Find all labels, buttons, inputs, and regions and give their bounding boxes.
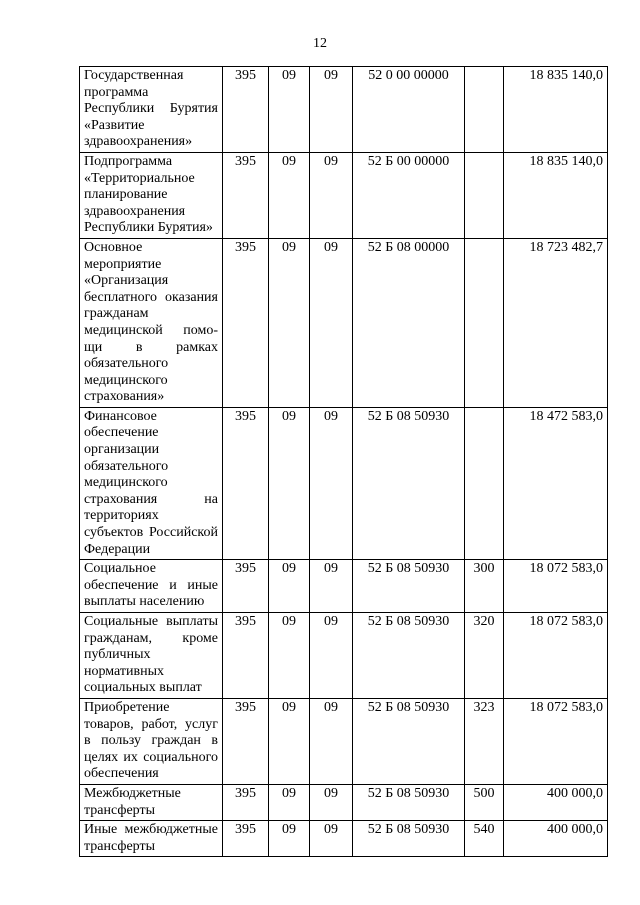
row-gr: 395: [223, 560, 269, 613]
row-csr: 52 Б 08 00000: [353, 238, 465, 407]
row-name: Социальные выплаты гражданам, кроме публичных нормативных социальных выплат: [80, 613, 223, 699]
row-csr: 52 Б 00 00000: [353, 152, 465, 238]
row-pr: 09: [310, 821, 353, 857]
row-csr: 52 Б 08 50930: [353, 821, 465, 857]
row-sum: 18 723 482,7: [504, 238, 608, 407]
row-name: Финансовое обеспечение организации обязательного медицинского страхования на территориях субъектов Российской Федерации: [80, 407, 223, 559]
row-sum: 400 000,0: [504, 821, 608, 857]
row-vr: 500: [465, 784, 504, 820]
row-name: Государственная программа Республики Бурятия «Развитие здравоохранения»: [80, 67, 223, 153]
row-csr: 52 0 00 00000: [353, 67, 465, 153]
row-sum: 400 000,0: [504, 784, 608, 820]
row-csr: 52 Б 08 50930: [353, 407, 465, 559]
row-name: Иные межбюджетные трансферты: [80, 821, 223, 857]
row-sum: 18 072 583,0: [504, 698, 608, 784]
row-vr: 540: [465, 821, 504, 857]
row-pr: 09: [310, 67, 353, 153]
row-rz: 09: [269, 560, 310, 613]
table-row: [80, 152, 608, 238]
row-rz: 09: [269, 238, 310, 407]
row-gr: 395: [223, 613, 269, 699]
row-rz: 09: [269, 67, 310, 153]
row-pr: 09: [310, 407, 353, 559]
row-vr: 320: [465, 613, 504, 699]
row-rz: 09: [269, 152, 310, 238]
row-pr: 09: [310, 784, 353, 820]
row-rz: 09: [269, 407, 310, 559]
row-csr: 52 Б 08 50930: [353, 698, 465, 784]
row-vr: [465, 238, 504, 407]
row-csr: 52 Б 08 50930: [353, 613, 465, 699]
row-csr: 52 Б 08 50930: [353, 784, 465, 820]
row-rz: 09: [269, 613, 310, 699]
row-vr: 323: [465, 698, 504, 784]
row-pr: 09: [310, 238, 353, 407]
row-name: Приобретение товаров, работ, услуг в пользу граждан в целях их социального обеспечения: [80, 698, 223, 784]
row-pr: 09: [310, 698, 353, 784]
row-name: Социальное обеспечение и иные выплаты населению: [80, 560, 223, 613]
row-rz: 09: [269, 821, 310, 857]
table-row: [80, 67, 608, 153]
row-vr: 300: [465, 560, 504, 613]
row-name: Подпрограмма «Территориальное планирование здравоохранения Республики Бурятия»: [80, 152, 223, 238]
row-gr: 395: [223, 821, 269, 857]
row-gr: 395: [223, 784, 269, 820]
row-vr: [465, 67, 504, 153]
row-pr: 09: [310, 560, 353, 613]
row-sum: 18 072 583,0: [504, 613, 608, 699]
row-vr: [465, 152, 504, 238]
row-gr: 395: [223, 238, 269, 407]
table-row: [80, 613, 608, 699]
row-sum: 18 072 583,0: [504, 560, 608, 613]
page-number: 12: [313, 36, 327, 51]
table-row: [80, 698, 608, 784]
row-name: Межбюджетные трансферты: [80, 784, 223, 820]
table-row: [80, 821, 608, 857]
row-gr: 395: [223, 152, 269, 238]
row-name: Основное мероприятие «Организация бесплатного оказания гражданам медицинской помо-щи в рамках обязательного медицинского страхования»: [80, 238, 223, 407]
row-rz: 09: [269, 698, 310, 784]
row-gr: 395: [223, 407, 269, 559]
budget-table: [79, 66, 608, 857]
row-vr: [465, 407, 504, 559]
table-row: [80, 238, 608, 407]
row-sum: 18 835 140,0: [504, 152, 608, 238]
row-pr: 09: [310, 613, 353, 699]
row-pr: 09: [310, 152, 353, 238]
row-csr: 52 Б 08 50930: [353, 560, 465, 613]
table-row: [80, 407, 608, 559]
table-row: [80, 560, 608, 613]
table-row: [80, 784, 608, 820]
row-rz: 09: [269, 784, 310, 820]
row-sum: 18 472 583,0: [504, 407, 608, 559]
row-gr: 395: [223, 67, 269, 153]
row-sum: 18 835 140,0: [504, 67, 608, 153]
row-gr: 395: [223, 698, 269, 784]
